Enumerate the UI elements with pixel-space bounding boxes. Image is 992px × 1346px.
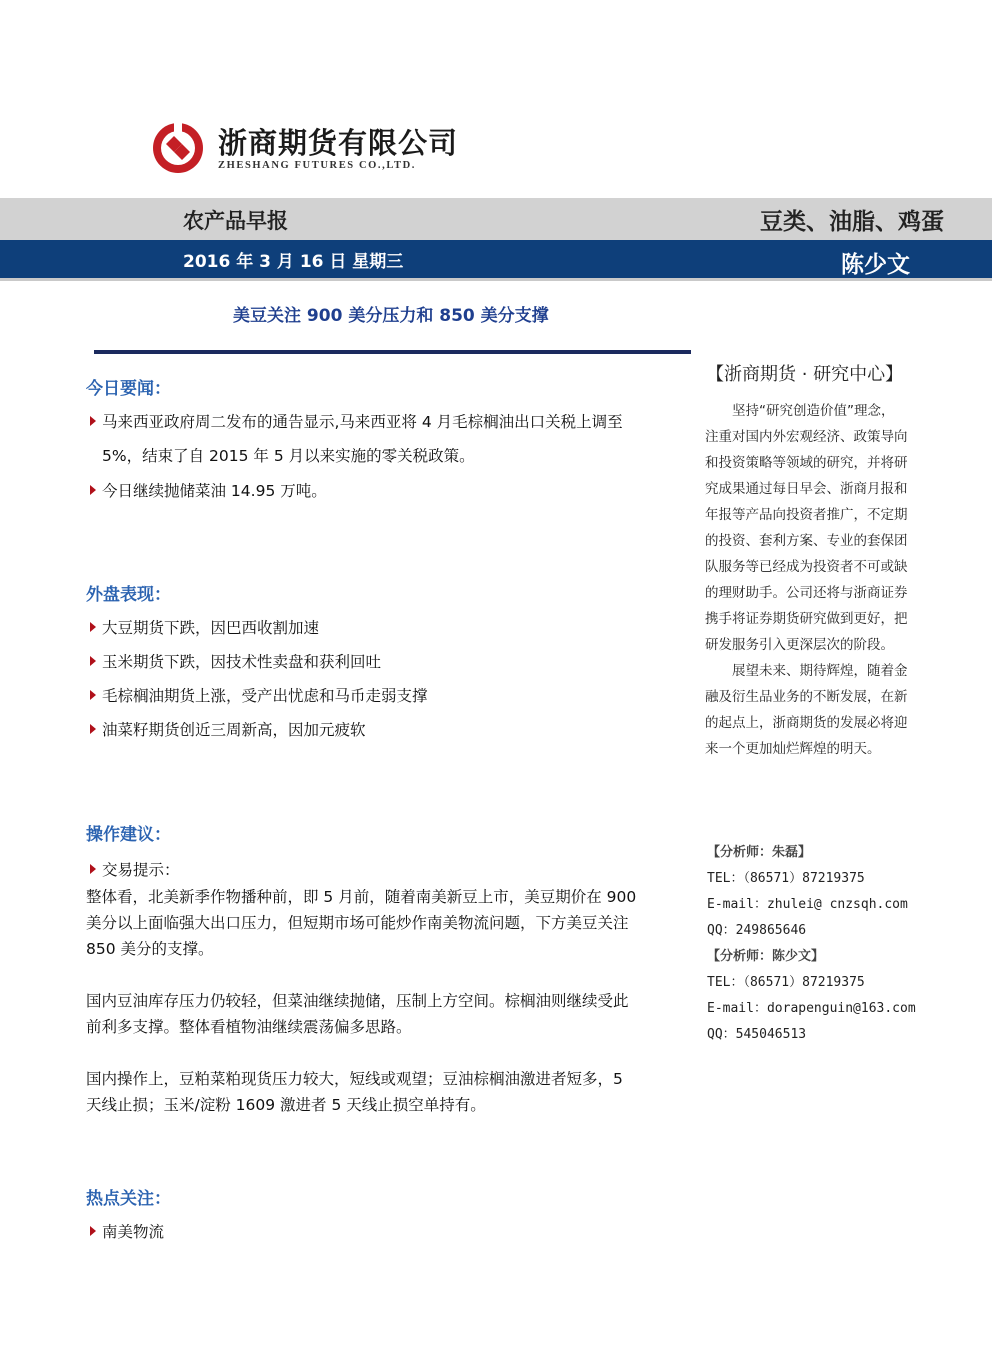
analyst-email: E-mail：dorapenguin@163.com (707, 1001, 916, 1016)
hot-item (90, 1217, 164, 1247)
arrow-bullet-icon (90, 864, 96, 874)
report-headline: 美豆关注 900 美分压力和 850 美分支撑 (233, 306, 549, 326)
headline-rule (94, 350, 691, 354)
arrow-bullet-icon (90, 416, 96, 426)
news-item-text: 今日继续抛储菜油 14.95 万吨。 (102, 482, 327, 500)
description-line: 注重对国内外宏观经济、政策导向 (705, 429, 908, 445)
description-line: 队服务等已经成为投资者不可或缺 (705, 559, 908, 575)
external-item (90, 715, 366, 745)
advice-paragraph-2 (86, 988, 696, 1040)
arrow-bullet-icon (90, 622, 96, 632)
paragraph-line: 850 美分的支撑。 (86, 940, 214, 958)
arrow-bullet-icon (90, 690, 96, 700)
report-date: 2016 年 3 月 16 日 星期三 (183, 252, 404, 272)
advice-paragraph-3 (86, 1066, 696, 1118)
description-line: 的起点上，浙商期货的发展必将迎 (705, 715, 908, 731)
arrow-bullet-icon (90, 656, 96, 666)
news-item-text: 马来西亚政府周二发布的通告显示,马来西亚将 4 月毛棕榈油出口关税上调至 (102, 413, 623, 431)
external-item (90, 681, 428, 711)
paragraph-line: 国内操作上，豆粕菜粕现货压力较大，短线或观望；豆油棕榈油激进者短多，5 (86, 1070, 623, 1088)
section-title-news: 今日要闻： (86, 379, 171, 399)
analyst-tel: TEL：（86571）87219375 (707, 871, 865, 886)
analyst-tel: TEL：（86571）87219375 (707, 975, 865, 990)
report-categories: 豆类、油脂、鸡蛋 (760, 209, 944, 235)
description-line: 的理财助手。公司还将与浙商证券 (705, 585, 908, 601)
analyst-header: 【分析师：陈少文】 (707, 949, 825, 964)
analyst-email: E-mail：zhulei@ cnzsqh.com (707, 897, 908, 912)
section-title-hot: 热点关注： (86, 1189, 171, 1209)
advice-tip-text: 交易提示： (102, 861, 180, 879)
description-line: 融及衍生品业务的不断发展，在新 (705, 689, 908, 705)
advice-paragraph-1 (86, 884, 696, 962)
analyst-contact (707, 840, 947, 1048)
description-line: 和投资策略等领域的研究，并将研 (705, 455, 908, 471)
paragraph-line: 美分以上面临强大出口压力，但短期市场可能炒作南美物流问题，下方美豆关注 (86, 914, 629, 932)
analyst-qq: QQ：545046513 (707, 1027, 807, 1042)
news-item (90, 476, 327, 506)
company-logo (152, 122, 204, 174)
section-title-external: 外盘表现： (86, 585, 171, 605)
description-line: 携手将证券期货研究做到更好，把 (705, 611, 908, 627)
hot-item-text: 南美物流 (102, 1223, 165, 1241)
description-line: 坚持“研究创造价值”理念， (705, 403, 895, 419)
report-author: 陈少文 (841, 252, 910, 278)
arrow-bullet-icon (90, 1226, 96, 1236)
advice-tip (90, 855, 180, 885)
company-name-en: ZHESHANG FUTURES CO.,LTD. (218, 160, 417, 171)
research-center-description (705, 398, 945, 762)
arrow-bullet-icon (90, 485, 96, 495)
external-item-text: 油菜籽期货创近三周新高，因加元疲软 (102, 721, 366, 739)
company-name-cn: 浙商期货有限公司 (218, 126, 459, 160)
external-item (90, 613, 319, 643)
external-item-text: 大豆期货下跌，因巴西收割加速 (102, 619, 320, 637)
report-type: 农产品早报 (183, 209, 288, 233)
description-line: 究成果通过每日早会、浙商月报和 (705, 481, 908, 497)
paragraph-line: 天线止损；玉米/淀粉 1609 激进者 5 天线止损空单持有。 (86, 1096, 486, 1114)
news-item-continuation: 5%，结束了自 2015 年 5 月以来实施的零关税政策。 (102, 447, 475, 465)
description-line: 研发服务引入更深层次的阶段。 (705, 637, 894, 653)
news-item (90, 407, 623, 437)
description-line: 年报等产品向投资者推广，不定期 (705, 507, 908, 523)
description-line: 展望未来、期待辉煌，随着金 (705, 663, 908, 679)
description-line: 来一个更加灿烂辉煌的明天。 (705, 741, 881, 757)
research-center-title: 【浙商期货 · 研究中心】 (706, 364, 904, 385)
arrow-bullet-icon (90, 724, 96, 734)
paragraph-line: 国内豆油库存压力仍较轻，但菜油继续抛储，压制上方空间。棕榈油则继续受此 (86, 992, 629, 1010)
description-line: 的投资、套利方案、专业的套保团 (705, 533, 908, 549)
external-item-text: 玉米期货下跌，因技术性卖盘和获利回吐 (102, 653, 382, 671)
external-item (90, 647, 381, 677)
analyst-header: 【分析师：朱磊】 (707, 845, 812, 860)
paragraph-line: 整体看，北美新季作物播种前，即 5 月前，随着南美新豆上市，美豆期价在 900 (86, 888, 637, 906)
analyst-qq: QQ：249865646 (707, 923, 807, 938)
external-item-text: 毛棕榈油期货上涨，受产出忧虑和马币走弱支撑 (102, 687, 428, 705)
paragraph-line: 前利多支撑。整体看植物油继续震荡偏多思路。 (86, 1018, 412, 1036)
section-title-advice: 操作建议： (86, 825, 171, 845)
